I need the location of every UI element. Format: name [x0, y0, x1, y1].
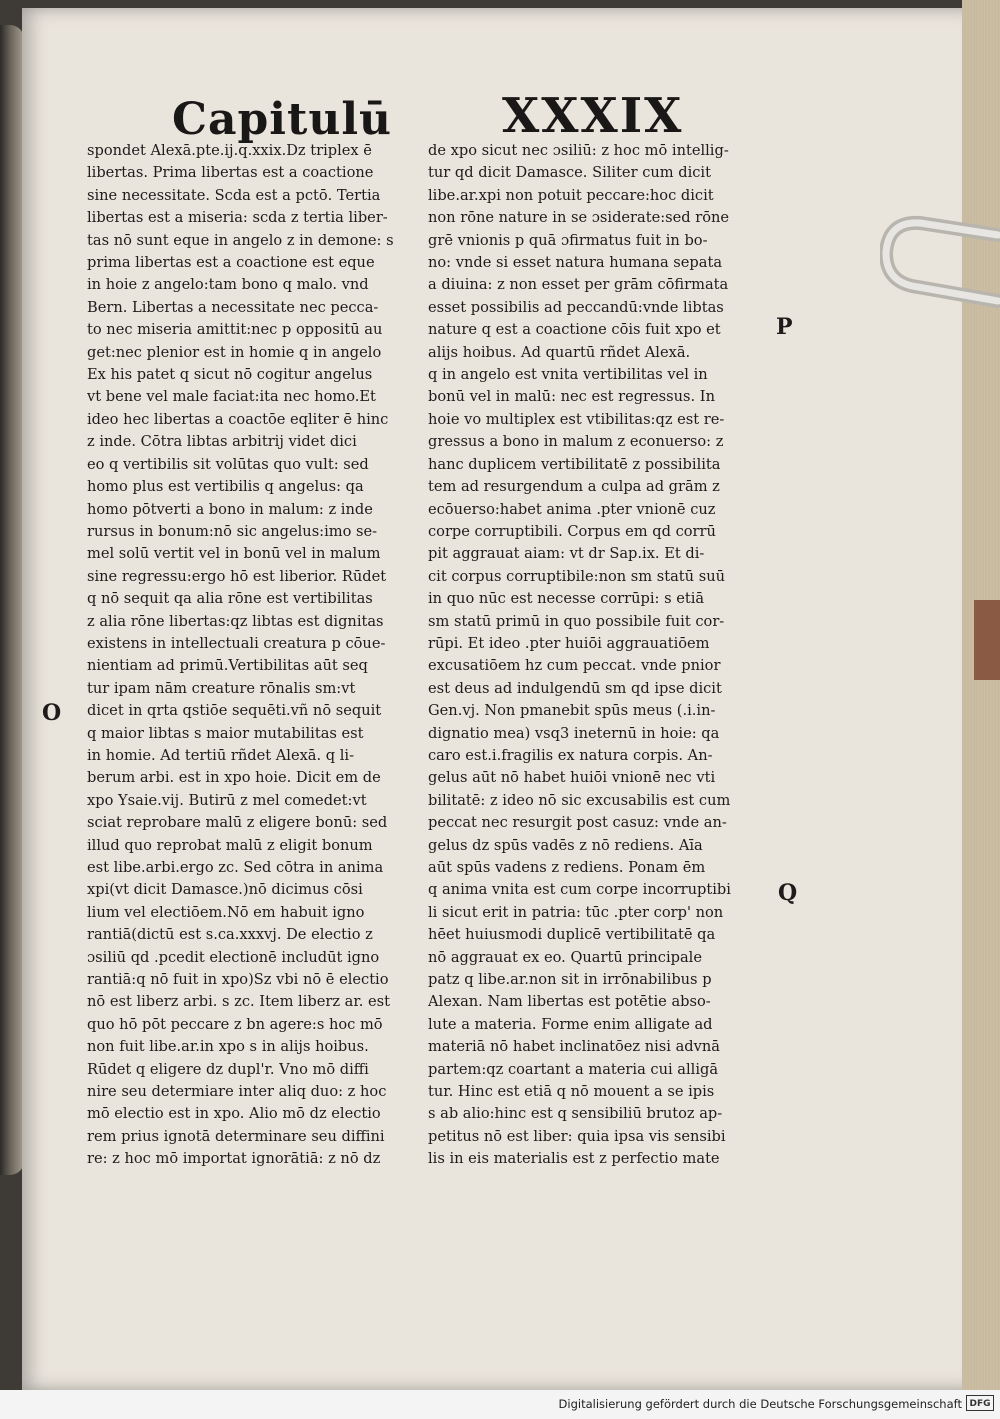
text-line: li sicut erit in patria: tūc .pter corp' non [428, 903, 724, 921]
text-line: lis in eis materialis est z perfectio mate [428, 1150, 720, 1168]
text-line: in homie. Ad tertiū rñdet Alexā. q li- [87, 746, 355, 764]
text-line: ideo hec libertas a coactōe eqliter ē hinc [87, 410, 389, 428]
text-line: materiā nō habet inclinatōez nisi advnā [428, 1038, 720, 1056]
margin-marker-o: O [42, 700, 62, 726]
text-line: Rūdet q eligere dz dupl'r. Vno mō diffi [87, 1060, 369, 1078]
text-line: nire seu determiare inter aliq duo: z hoc [87, 1083, 387, 1101]
text-line: excusatiōem hz cum peccat. vnde pnior [428, 657, 721, 675]
text-line: tur. Hinc est etiā q nō mouent a se ipis [428, 1083, 715, 1101]
text-line: bilitatē: z ideo nō sic excusabilis est cum [428, 791, 731, 809]
text-line: hoie vo multiplex est vtibilitas:qz est re- [428, 410, 725, 428]
text-line: re: z hoc mō importat ignorātiā: z nō dz [87, 1150, 381, 1168]
text-line: pit aggrauat aiam: vt dr Sap.ix. Et di- [428, 545, 705, 563]
text-line: rursus in bonum:nō sic angelus:imo se- [87, 522, 378, 540]
text-line: peccat nec resurgit post casuz: vnde an- [428, 814, 727, 832]
text-line: q nō sequit qa alia rōne est vertibilitas [87, 590, 373, 608]
text-line: tur qd dicit Damasce. Siliter cum dicit [428, 164, 711, 182]
text-line: dignatio mea) vsq3 ineternū in hoie: qa [428, 724, 720, 742]
text-line: rantiā(dictū est s.ca.xxxvj. De electio z [87, 926, 373, 944]
text-line: de xpo sicut nec ɔsiliū: z hoc mō intellig- [428, 142, 729, 159]
text-line: rem prius ignotā determinare seu diffini [87, 1127, 385, 1145]
text-line: Bern. Libertas a necessitate nec pecca- [87, 298, 379, 316]
text-line: nō aggrauat ex eo. Quartū principale [428, 948, 702, 966]
text-line: non rōne nature in se ɔsiderate:sed rōne [428, 209, 730, 227]
text-line: mel solū vertit vel in bonū vel in malum [87, 545, 381, 563]
dfg-logo: DFG [966, 1395, 994, 1411]
text-column-right [428, 140, 758, 1171]
funding-credit: Digitalisierung gefördert durch die Deutsche Forschungsgemeinschaft [558, 1397, 962, 1411]
text-line: s ab alio:hinc est q sensibiliū brutoz ap- [428, 1105, 723, 1123]
text-line: vt bene vel male faciat:ita nec homo.Et [87, 388, 376, 406]
text-line: prima libertas est a coactione est eque [87, 254, 375, 272]
text-line: xpi(vt dicit Damasce.)nō dicimus cōsi [87, 881, 363, 899]
text-line: hanc duplicem vertibilitatē z possibilita [428, 455, 721, 473]
text-line: tur ipam nām creature rōnalis sm:vt [87, 679, 356, 697]
text-line: to nec miseria amittit:nec p oppositū au [87, 321, 383, 339]
text-line: in quo nūc est necesse corrūpi: s etiā [428, 590, 705, 608]
margin-marker-p: P [776, 314, 793, 340]
text-line: corpe corruptibili. Corpus em qd corrū [428, 522, 716, 540]
text-line: lute a materia. Forme enim alligate ad [428, 1015, 713, 1033]
text-line: ecōuerso:habet anima .pter vnionē cuz [428, 500, 716, 518]
text-line: non fuit libe.ar.in xpo s in alijs hoibus. [87, 1038, 369, 1056]
text-line: dicet in qrta qstiōe sequēti.vñ nō sequit [87, 702, 382, 720]
text-line: xpo Ysaie.vij. Butirū z mel comedet:vt [87, 791, 367, 809]
text-line: est libe.arbi.ergo zc. Sed cōtra in anima [87, 859, 384, 876]
text-line: patz q libe.ar.non sit in irrōnabilibus p [428, 971, 712, 989]
margin-marker-q: Q [778, 880, 798, 906]
text-line: Ex his patet q sicut nō cogitur angelus [87, 366, 373, 384]
text-line: tas nō sunt eque in angelo z in demone: s [87, 231, 394, 249]
text-line: sciat reprobare malū z eligere bonū: sed [87, 814, 388, 832]
text-line: petitus nō est liber: quia ipsa vis sensibi [428, 1127, 726, 1145]
page-clip-icon [880, 205, 1000, 320]
text-line: bonū vel in malū: nec est regressus. In [428, 388, 715, 406]
text-line: libe.ar.xpi non potuit peccare:hoc dicit [428, 186, 714, 204]
text-line: caro est.i.fragilis ex natura corpis. An- [428, 746, 713, 764]
text-line: libertas est a miseria: scda z tertia liber- [87, 209, 388, 227]
text-line: aūt spūs vadens z rediens. Ponam ēm [428, 859, 706, 876]
text-line: esset possibilis ad peccandū:vnde libtas [428, 298, 724, 316]
text-line: homo pōtverti a bono in malum: z inde [87, 500, 373, 518]
text-line: berum arbi. est in xpo hoie. Dicit em de [87, 769, 381, 787]
text-line: no: vnde si esset natura humana sepata [428, 254, 723, 272]
facing-page-edge [0, 25, 24, 1175]
text-line: z alia rōne libertas:qz libtas est dignitas [87, 612, 384, 630]
text-line: ɔsiliū qd .pcedit electionē includūt igno [87, 948, 380, 966]
text-line: spondet Alexā.pte.ij.q.xxix.Dz triplex ē [87, 142, 372, 159]
text-line: gressus a bono in malum z econuerso: z [428, 433, 724, 451]
bookmark-tab [974, 600, 1000, 680]
text-line: tem ad resurgendum a culpa ad grām z [428, 478, 720, 496]
text-line: hēet huiusmodi duplicē vertibilitatē qa [428, 926, 716, 944]
text-line: mō electio est in xpo. Alio mō dz electio [87, 1105, 381, 1123]
text-line: grē vnionis p quā ɔfirmatus fuit in bo- [428, 231, 708, 249]
text-line: in hoie z angelo:tam bono q malo. vnd [87, 276, 369, 294]
text-line: nō est liberz arbi. s zc. Item liberz ar. est [87, 993, 391, 1011]
text-line: rantiā:q nō fuit in xpo)Sz vbi nō ē electio [87, 971, 389, 989]
text-line: partem:qz coartant a materia cui alligā [428, 1060, 719, 1078]
text-line: q anima vnita est cum corpe incorruptibi [428, 881, 731, 899]
text-line: rūpi. Et ideo .pter huiōi aggrauatiōem [428, 634, 710, 652]
text-line: Alexan. Nam libertas est potētie abso- [428, 993, 711, 1011]
text-line: q in angelo est vnita vertibilitas vel in [428, 366, 708, 384]
text-line: lium vel electiōem.Nō em habuit igno [87, 903, 365, 921]
text-line: eo q vertibilis sit volūtas quo vult: sed [87, 455, 369, 473]
text-line: nientiam ad primū.Vertibilitas aūt seq [87, 657, 368, 675]
text-line: libertas. Prima libertas est a coactione [87, 164, 374, 182]
text-line: z inde. Cōtra libtas arbitrij videt dici [87, 433, 357, 451]
text-line: gelus aūt nō habet huiōi vnionē nec vti [428, 769, 716, 787]
text-line: existens in intellectuali creatura p cōue- [87, 634, 386, 652]
text-line: sm statū primū in quo possibile fuit cor- [428, 612, 725, 630]
text-column-left [87, 140, 417, 1171]
text-line: cit corpus corruptibile:non sm statū suū [428, 567, 725, 585]
text-line: q maior libtas s maior mutabilitas est [87, 724, 364, 742]
text-line: illud quo reprobat malū z eligit bonum [87, 836, 373, 854]
text-line: quo hō pōt peccare z bn agere:s hoc mō [87, 1015, 383, 1033]
text-line: alijs hoibus. Ad quartū rñdet Alexā. [428, 343, 691, 361]
text-line: a diuina: z non esset per grām cōfirmata [428, 276, 729, 294]
text-line: gelus dz spūs vadēs z nō rediens. Aīa [428, 836, 703, 854]
text-line: get:nec plenior est in homie q in angelo [87, 343, 382, 361]
text-line: nature q est a coactione cōis fuit xpo et [428, 321, 721, 339]
text-line: Gen.vj. Non pmanebit spūs meus (.i.in- [428, 702, 716, 720]
text-line: sine necessitate. Scda est a pctō. Tertia [87, 186, 381, 204]
running-head-number: XXXIX [502, 88, 684, 144]
text-line: homo plus est vertibilis q angelus: qa [87, 478, 364, 496]
running-head-chapter: Capitulū [172, 94, 393, 145]
text-line: est deus ad indulgendū sm qd ipse dicit [428, 679, 722, 697]
text-line: sine regressu:ergo hō est liberior. Rūdet [87, 567, 387, 585]
